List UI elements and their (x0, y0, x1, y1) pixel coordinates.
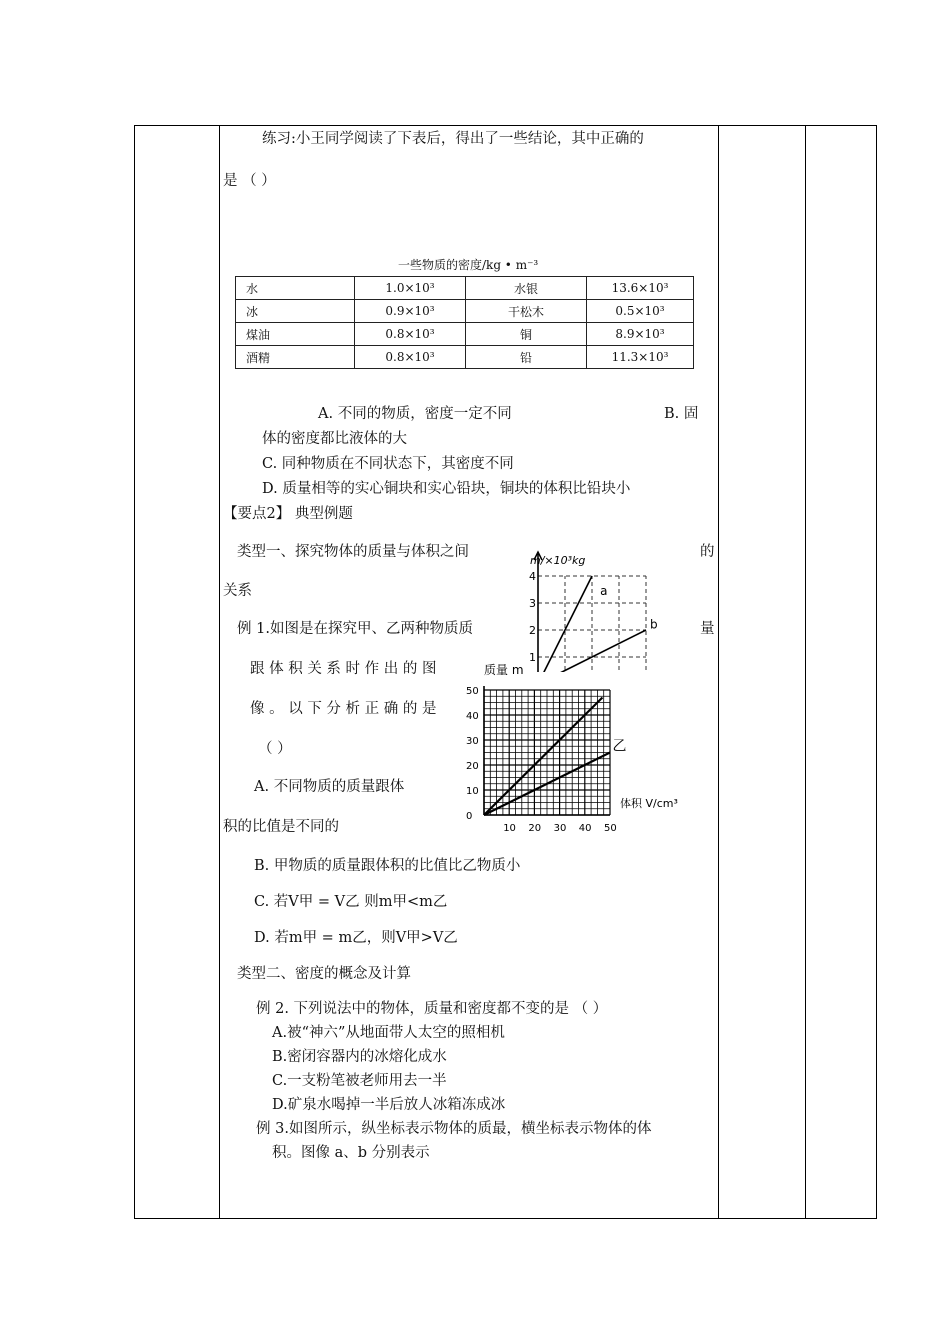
table-cell: 0.8×10³ (355, 346, 466, 369)
y-tick-label: 4 (529, 570, 536, 583)
example-1-line-3: 像 。 以 下 分 析 正 确 的 是 (250, 701, 437, 717)
table-cell: 8.9×10³ (587, 323, 694, 346)
option-c: C. 同种物质在不同状态下，其密度不同 (262, 456, 514, 472)
series-label-a: a (600, 583, 608, 598)
y-axis-label: m/×10³kg (530, 554, 586, 567)
example-1-line-2: 跟 体 积 关 系 时 作 出 的 图 (250, 661, 437, 677)
x-tick-label: 40 (578, 823, 592, 834)
type-one-heading: 类型一、探究物体的质量与体积之间 (237, 544, 469, 560)
table-cell: 干松木 (466, 300, 587, 323)
type-one-heading-end: 的 (700, 544, 715, 560)
example-1-option-b: B. 甲物质的质量跟体积的比值比乙物质小 (254, 858, 521, 874)
series-label-yi: 乙 (612, 738, 627, 755)
practice-line-2: 是 （ ） (223, 173, 276, 189)
y-tick-label: 10 (466, 786, 479, 797)
example-1-answer-blank: （ ） (258, 741, 292, 757)
example-2-option-c: C.一支粉笔被老师用去一半 (272, 1073, 447, 1089)
example-2-option-b: B.密闭容器内的冰熔化成水 (272, 1049, 447, 1065)
column-divider-3 (805, 125, 806, 1219)
example-1-line-1: 例 1.如图是在探究甲、乙两种物质质 (237, 621, 473, 637)
y-tick-label: 0 (466, 811, 473, 822)
example-1-option-a: A. 不同物质的质量跟体 (254, 779, 405, 795)
example-1-option-d: D. 若m甲 = m乙，则V甲>V乙 (254, 930, 458, 946)
example-2-question: 例 2. 下列说法中的物体，质量和密度都不变的是 （ ） (256, 1001, 608, 1017)
table-cell: 水 (236, 277, 355, 300)
option-a: A. 不同的物质，密度一定不同 (318, 406, 512, 422)
table-cell: 0.5×10³ (587, 300, 694, 323)
x-tick-label: 30 (553, 823, 567, 834)
y-tick-label: 40 (466, 711, 479, 722)
table-cell: 0.8×10³ (355, 323, 466, 346)
table-cell: 1.0×10³ (355, 277, 466, 300)
table-row (236, 346, 694, 369)
type-one-heading-cont: 关系 (223, 583, 252, 599)
table-cell: 0.9×10³ (355, 300, 466, 323)
table-row (236, 300, 694, 323)
table-cell: 煤油 (236, 323, 355, 346)
table-row (236, 323, 694, 346)
table-cell: 铅 (466, 346, 587, 369)
example-1-option-c: C. 若V甲 = V乙 则m甲<m乙 (254, 894, 448, 910)
density-table (235, 276, 694, 369)
table-cell: 水银 (466, 277, 587, 300)
mass-volume-chart-jia-yi (458, 660, 703, 840)
y-axis-label: 质量 m (484, 663, 524, 677)
y-tick-label: 50 (466, 686, 479, 697)
column-divider-2 (718, 125, 719, 1219)
table-cell: 11.3×10³ (587, 346, 694, 369)
option-b-end: 体的密度都比液体的大 (262, 431, 407, 447)
y-tick-label: 2 (529, 624, 536, 637)
x-tick-label: 20 (528, 823, 542, 834)
table-cell: 13.6×10³ (587, 277, 694, 300)
practice-line-1: 练习:小王同学阅读了下表后，得出了一些结论，其中正确的 (262, 131, 644, 147)
table-row (236, 277, 694, 300)
table-cell: 冰 (236, 300, 355, 323)
example-2-option-a: A.被“神六”从地面带人太空的照相机 (272, 1025, 505, 1041)
option-d: D. 质量相等的实心铜块和实心铅块，铜块的体积比铅块小 (262, 481, 631, 497)
y-tick-label: 30 (466, 736, 479, 747)
x-tick-label: 50 (604, 823, 617, 834)
example-2-option-d: D.矿泉水喝掉一半后放人冰箱冻成冰 (272, 1097, 506, 1113)
example-1-line-1-end: 量 (700, 621, 715, 637)
section-heading-key-point-2: 【要点2】 典型例题 (223, 506, 353, 522)
table-cell: 铜 (466, 323, 587, 346)
y-tick-label: 1 (529, 651, 536, 664)
series-label-b: b (650, 617, 658, 632)
example-3-line-2: 积。图像 a、b 分别表示 (272, 1145, 430, 1161)
x-tick-label: 10 (503, 823, 516, 834)
example-3-line-1: 例 3.如图所示，纵坐标表示物体的质最，横坐标表示物体的体 (256, 1121, 652, 1137)
y-tick-label: 3 (529, 597, 536, 610)
table-cell: 酒精 (236, 346, 355, 369)
example-1-option-a-cont: 积的比值是不同的 (223, 819, 339, 835)
column-divider-1 (219, 125, 220, 1219)
y-tick-label: 20 (466, 761, 479, 772)
density-table-title: 一些物质的密度/kg • m⁻³ (398, 258, 539, 272)
type-two-heading: 类型二、密度的概念及计算 (237, 966, 411, 982)
x-axis-label: 体积 V/cm³ (620, 797, 678, 810)
option-b-start: B. 固 (664, 406, 699, 422)
